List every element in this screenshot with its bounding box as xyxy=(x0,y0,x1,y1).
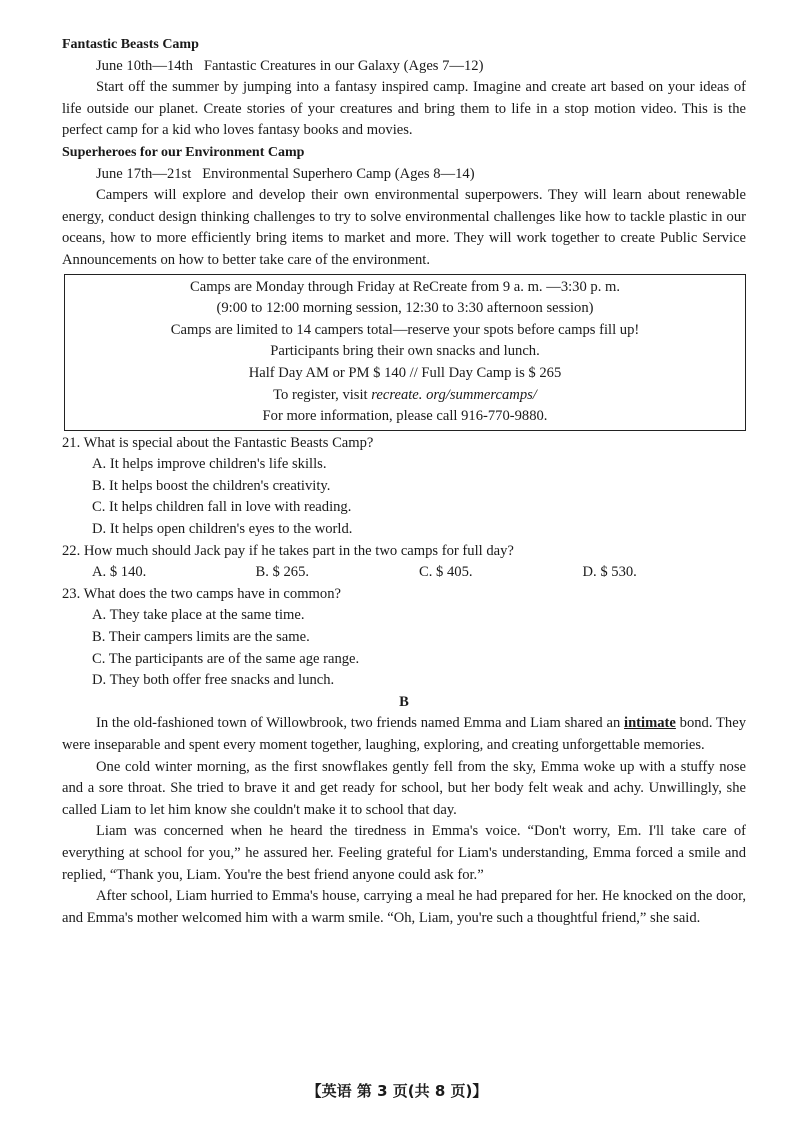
options-row xyxy=(62,562,746,584)
option-b: B. Their campers limits are the same. xyxy=(92,629,310,646)
passage-b-paragraph-4: After school, Liam hurried to Emma's house, carrying a meal he had prepared for her. He knocked on the door, and Emma's mother welcomed him with a warm smile. “Oh, Liam, you're such a thoughtful friend,” she said. xyxy=(62,888,746,926)
info-line-register xyxy=(65,385,745,407)
p1-before: In the old-fashioned town of Willowbrook, two friends named Emma and Liam shared an xyxy=(96,715,625,732)
option-d: D. It helps open children's eyes to the world. xyxy=(92,521,353,538)
exam-page xyxy=(62,34,746,929)
camp1-date-line: June 10th—14th Fantastic Creatures in our Galaxy (Ages 7—12) xyxy=(96,57,484,74)
p1-after: bond. They were inseparable and spent every moment together, laughing, exploring, and creating unforgettable memories. xyxy=(62,715,746,753)
info-box xyxy=(64,274,746,431)
info-line-snacks: Participants bring their own snacks and lunch. xyxy=(270,343,540,360)
question-21 xyxy=(62,433,746,541)
question-23 xyxy=(62,584,746,692)
option-c: C. The participants are of the same age range. xyxy=(92,650,360,667)
register-prefix: To register, visit xyxy=(273,386,372,403)
option-a: A. They take place at the same time. xyxy=(92,607,305,624)
camp2-date-line: June 17th—21st Environmental Superhero Camp (Ages 8—14) xyxy=(96,165,475,182)
info-line-limit: Camps are limited to 14 campers total—reserve your spots before camps fill up! xyxy=(170,321,640,338)
question-22 xyxy=(62,541,746,584)
option-a: A. $ 140. xyxy=(92,564,147,581)
option-b: B. $ 265. xyxy=(255,564,310,581)
option-d: D. $ 530. xyxy=(582,564,637,581)
question-stem: 22. How much should Jack pay if he takes part in the two camps for full day? xyxy=(62,542,514,559)
camp2-title: Superheroes for our Environment Camp xyxy=(62,144,305,160)
camp1-title: Fantastic Beasts Camp xyxy=(62,37,199,52)
info-line-schedule: Camps are Monday through Friday at ReCreate from 9 a. m. —3:30 p. m. xyxy=(189,278,621,295)
option-a: A. It helps improve children's life skills. xyxy=(92,456,327,473)
camp2-description: Campers will explore and develop their own environmental superpowers. They will learn about renewable energy, conduct design thinking challenges to try to solve environmental challenges like how to tackle plastic in our oceans, how to more efficiently bring items to market and more. They will work together to create Public Service Announcements on how to better take care of the environment. xyxy=(62,187,746,268)
underlined-word: intimate xyxy=(624,715,676,732)
option-d: D. They both offer free snacks and lunch. xyxy=(92,672,335,689)
option-c: C. $ 405. xyxy=(419,564,473,581)
section-b-label: B xyxy=(399,693,409,710)
passage-b-paragraph-3: Liam was concerned when he heard the tiredness in Emma's voice. “Don't worry, Em. I'll take care of everything at school for you,” he assured her. Feeling grateful for Liam's understanding, Emma forced a smile and replied, “Thank you, Liam. You're the best friend anyone could ask for.” xyxy=(62,823,746,883)
option-c: C. It helps children fall in love with reading. xyxy=(92,499,352,516)
question-stem: 23. What does the two camps have in common? xyxy=(62,585,341,602)
passage-b-paragraph-1 xyxy=(62,713,746,756)
info-line-phone: For more information, please call 916-770-9880. xyxy=(262,408,548,425)
camp1-description: Start off the summer by jumping into a fantasy inspired camp. Imagine and create art based on your ideas of life outside our planet. Create stories of your creatures and bring them to life in a stop motion video. This is the perfect camp for a kid who loves fantasy books and movies. xyxy=(62,79,746,139)
info-line-prices: Half Day AM or PM $ 140 // Full Day Camp is $ 265 xyxy=(248,364,562,381)
question-stem: 21. What is special about the Fantastic Beasts Camp? xyxy=(62,434,374,451)
option-b: B. It helps boost the children's creativity. xyxy=(92,477,331,494)
register-url: recreate. org/summercamps/ xyxy=(371,386,537,403)
info-line-sessions: (9:00 to 12:00 morning session, 12:30 to 3:30 afternoon session) xyxy=(216,300,594,317)
page-footer: 【英语 第 3 页(共 8 页)】 xyxy=(306,1082,488,1100)
passage-b-paragraph-2: One cold winter morning, as the first snowflakes gently fell from the sky, Emma woke up with a stuffy nose and a sore throat. She tried to brave it and get ready for school, but her body felt weak and achy. Unwillingly, she called Liam to let him know she couldn't make it to school that day. xyxy=(62,758,746,818)
